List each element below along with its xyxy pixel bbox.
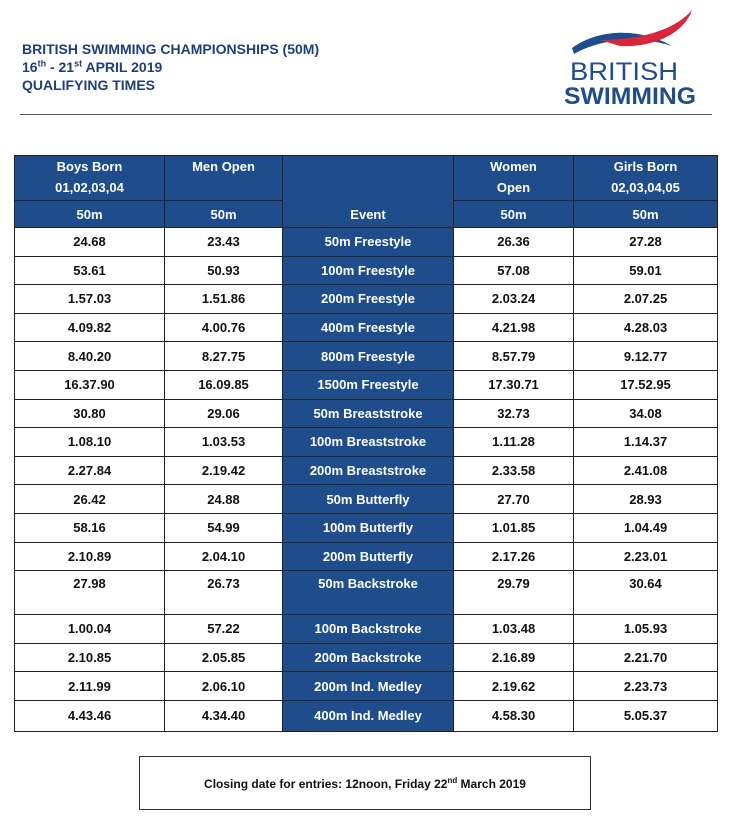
pool-length-girls: 50m (574, 201, 718, 228)
table-header-row (15, 156, 718, 201)
championship-dates (22, 58, 319, 76)
boys-time: 16.37.90 (15, 370, 165, 399)
boys-time: 2.11.99 (15, 672, 165, 701)
date-start-suffix: th (37, 58, 47, 69)
women-time: 26.36 (454, 228, 574, 257)
header-boys-born: Boys Born 01,02,03,04 (15, 156, 165, 201)
women-time: 29.79 (454, 571, 574, 615)
pool-length-boys: 50m (15, 201, 165, 228)
event-name: 100m Butterfly (283, 513, 454, 542)
event-name: 50m Breaststroke (283, 399, 454, 428)
closing-date-text: Closing date for entries: 12noon, Friday 22nd March 2019 (204, 775, 526, 791)
girls-time: 2.07.25 (574, 285, 718, 314)
men-time: 2.06.10 (165, 672, 283, 701)
girls-time: 1.04.49 (574, 513, 718, 542)
pool-length-women: 50m (454, 201, 574, 228)
girls-time: 28.93 (574, 485, 718, 514)
women-time: 2.03.24 (454, 285, 574, 314)
men-time: 57.22 (165, 615, 283, 644)
table-row (15, 542, 718, 571)
men-time: 1.03.53 (165, 428, 283, 457)
girls-time: 2.21.70 (574, 643, 718, 672)
date-end-suffix: st (74, 58, 83, 69)
date-start-day: 16 (22, 59, 38, 75)
men-time: 24.88 (165, 485, 283, 514)
boys-time: 30.80 (15, 399, 165, 428)
girls-time: 2.23.01 (574, 542, 718, 571)
event-name: 50m Backstroke (283, 571, 454, 615)
girls-time: 4.28.03 (574, 313, 718, 342)
women-time: 57.08 (454, 256, 574, 285)
men-time: 50.93 (165, 256, 283, 285)
women-time: 2.17.26 (454, 542, 574, 571)
boys-time: 1.57.03 (15, 285, 165, 314)
women-time: 2.19.62 (454, 672, 574, 701)
women-time: 1.03.48 (454, 615, 574, 644)
event-name: 200m Freestyle (283, 285, 454, 314)
girls-time: 17.52.95 (574, 370, 718, 399)
boys-time: 1.08.10 (15, 428, 165, 457)
table-row (15, 700, 718, 731)
women-time: 27.70 (454, 485, 574, 514)
men-time: 23.43 (165, 228, 283, 257)
girls-time: 27.28 (574, 228, 718, 257)
table-row (15, 485, 718, 514)
boys-time: 53.61 (15, 256, 165, 285)
boys-time: 1.00.04 (15, 615, 165, 644)
table-row (15, 313, 718, 342)
boys-time: 27.98 (15, 571, 165, 615)
women-time: 32.73 (454, 399, 574, 428)
women-time: 2.33.58 (454, 456, 574, 485)
table-row (15, 285, 718, 314)
document-header (22, 40, 319, 94)
women-time: 1.11.28 (454, 428, 574, 457)
date-end-day: - 21 (46, 59, 75, 75)
qualifying-times-table (14, 155, 718, 732)
header-event: Event (283, 156, 454, 228)
table-row (15, 228, 718, 257)
header-girls-born: Girls Born 02,03,04,05 (574, 156, 718, 201)
men-time: 29.06 (165, 399, 283, 428)
header-divider (20, 114, 712, 115)
men-time: 26.73 (165, 571, 283, 615)
men-time: 54.99 (165, 513, 283, 542)
boys-time: 8.40.20 (15, 342, 165, 371)
table-row (15, 428, 718, 457)
logo-swoosh-red (600, 10, 692, 46)
women-time: 1.01.85 (454, 513, 574, 542)
women-time: 17.30.71 (454, 370, 574, 399)
header-women-open: Women Open (454, 156, 574, 201)
girls-time: 34.08 (574, 399, 718, 428)
boys-time: 2.10.89 (15, 542, 165, 571)
event-name: 800m Freestyle (283, 342, 454, 371)
boys-time: 2.10.85 (15, 643, 165, 672)
girls-time: 9.12.77 (574, 342, 718, 371)
men-time: 2.04.10 (165, 542, 283, 571)
women-time: 2.16.89 (454, 643, 574, 672)
girls-time: 30.64 (574, 571, 718, 615)
event-name: 100m Freestyle (283, 256, 454, 285)
table-row (15, 571, 718, 615)
event-name: 200m Breaststroke (283, 456, 454, 485)
men-time: 16.09.85 (165, 370, 283, 399)
boys-time: 2.27.84 (15, 456, 165, 485)
boys-time: 24.68 (15, 228, 165, 257)
event-name: 100m Backstroke (283, 615, 454, 644)
event-name: 400m Freestyle (283, 313, 454, 342)
women-time: 8.57.79 (454, 342, 574, 371)
men-time: 1.51.86 (165, 285, 283, 314)
girls-time: 1.14.37 (574, 428, 718, 457)
logo-text-swimming: SWIMMING (564, 83, 696, 110)
event-name: 100m Breaststroke (283, 428, 454, 457)
men-time: 4.00.76 (165, 313, 283, 342)
boys-time: 58.16 (15, 513, 165, 542)
table-row (15, 672, 718, 701)
women-time: 4.58.30 (454, 700, 574, 731)
boys-time: 26.42 (15, 485, 165, 514)
table-row (15, 342, 718, 371)
table-row (15, 256, 718, 285)
table-body (15, 228, 718, 732)
date-month-year: APRIL 2019 (82, 59, 163, 75)
table-row (15, 370, 718, 399)
closing-date-box (139, 756, 591, 810)
header-men-open: Men Open (165, 156, 283, 201)
girls-time: 1.05.93 (574, 615, 718, 644)
british-swimming-logo (560, 10, 700, 110)
men-time: 2.19.42 (165, 456, 283, 485)
table-row (15, 513, 718, 542)
championship-title: BRITISH SWIMMING CHAMPIONSHIPS (50M) (22, 41, 320, 57)
event-name: 400m Ind. Medley (283, 700, 454, 731)
event-name: 1500m Freestyle (283, 370, 454, 399)
table-row (15, 615, 718, 644)
men-time: 8.27.75 (165, 342, 283, 371)
qualifying-times-heading: QUALIFYING TIMES (22, 77, 155, 93)
table-row (15, 399, 718, 428)
event-name: 200m Ind. Medley (283, 672, 454, 701)
men-time: 2.05.85 (165, 643, 283, 672)
boys-time: 4.43.46 (15, 700, 165, 731)
men-time: 4.34.40 (165, 700, 283, 731)
event-name: 50m Freestyle (283, 228, 454, 257)
event-name: 200m Backstroke (283, 643, 454, 672)
boys-time: 4.09.82 (15, 313, 165, 342)
women-time: 4.21.98 (454, 313, 574, 342)
pool-length-men: 50m (165, 201, 283, 228)
table-row (15, 456, 718, 485)
table-row (15, 643, 718, 672)
logo-text-british: BRITISH (570, 58, 678, 86)
event-name: 200m Butterfly (283, 542, 454, 571)
girls-time: 2.41.08 (574, 456, 718, 485)
event-name: 50m Butterfly (283, 485, 454, 514)
girls-time: 59.01 (574, 256, 718, 285)
girls-time: 5.05.37 (574, 700, 718, 731)
girls-time: 2.23.73 (574, 672, 718, 701)
